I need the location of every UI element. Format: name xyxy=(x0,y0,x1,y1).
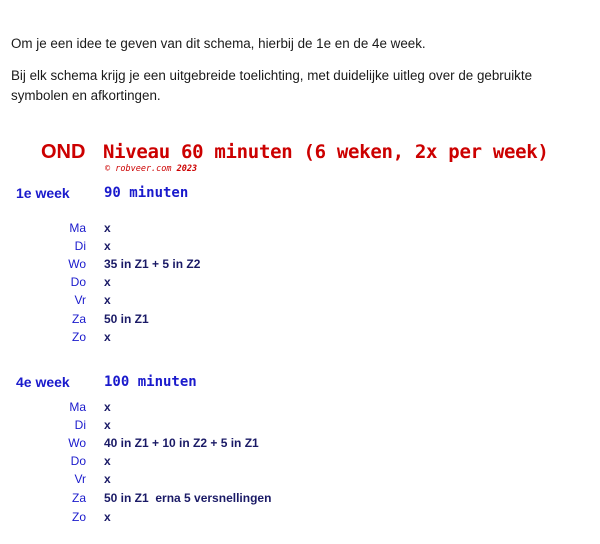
day-name: Wo xyxy=(68,257,86,271)
day-row xyxy=(0,454,600,472)
week-label: 1e week xyxy=(16,185,70,201)
day-value: 40 in Z1 + 10 in Z2 + 5 in Z1 xyxy=(104,436,259,450)
day-row xyxy=(0,257,600,275)
day-name: Di xyxy=(74,239,86,253)
intro-text-line-1: Om je een idee te geven van dit schema, hierbij de 1e en de 4e week. xyxy=(11,36,426,51)
day-name: Za xyxy=(71,312,86,326)
day-name: Zo xyxy=(71,510,86,524)
day-row xyxy=(0,418,600,436)
day-row xyxy=(0,221,600,239)
week-4-header xyxy=(0,374,600,394)
day-row xyxy=(0,400,600,418)
week-1-header xyxy=(0,185,600,205)
day-name: Di xyxy=(74,418,86,432)
week-label: 4e week xyxy=(16,374,70,390)
schedule-header xyxy=(0,141,600,171)
day-name: Do xyxy=(70,275,86,289)
copyright-text: © robveer.com xyxy=(105,164,172,174)
copyright-notice xyxy=(105,164,197,174)
week-total: 100 minuten xyxy=(104,374,197,390)
day-name: Vr xyxy=(74,472,86,486)
day-value: 50 in Z1 xyxy=(104,312,149,326)
day-name: Za xyxy=(71,491,86,505)
day-value: x xyxy=(104,239,111,253)
day-row xyxy=(0,472,600,490)
day-row xyxy=(0,491,600,509)
day-value: x xyxy=(104,510,111,524)
day-value: x xyxy=(104,293,111,307)
day-value: x xyxy=(104,400,111,414)
day-name: Ma xyxy=(69,221,86,235)
day-row xyxy=(0,293,600,311)
day-value: x xyxy=(104,275,111,289)
week-total: 90 minuten xyxy=(104,185,189,201)
day-row xyxy=(0,510,600,528)
day-value: x xyxy=(104,330,111,344)
day-value: 50 in Z1 erna 5 versnellingen xyxy=(104,491,272,505)
day-value: x xyxy=(104,221,111,235)
day-row xyxy=(0,239,600,257)
day-name: Wo xyxy=(68,436,86,450)
day-row xyxy=(0,436,600,454)
day-name: Zo xyxy=(71,330,86,344)
day-row xyxy=(0,275,600,293)
intro-text-line-2: Bij elk schema krijg je een uitgebreide toelichting, met duidelijke uitleg over de gebruikte symbolen en afkortingen. xyxy=(11,68,533,103)
day-value: x xyxy=(104,472,111,486)
copyright-year: 2023 xyxy=(176,164,198,174)
day-name: Vr xyxy=(74,293,86,307)
day-row xyxy=(0,330,600,348)
day-value: x xyxy=(104,418,111,432)
day-value: 35 in Z1 + 5 in Z2 xyxy=(104,257,201,271)
day-row xyxy=(0,312,600,330)
day-name: Do xyxy=(70,454,86,468)
day-name: Ma xyxy=(69,400,86,414)
schedule-code: OND xyxy=(41,141,86,163)
schedule-title: Niveau 60 minuten (6 weken, 2x per week) xyxy=(103,141,549,163)
day-value: x xyxy=(104,454,111,468)
